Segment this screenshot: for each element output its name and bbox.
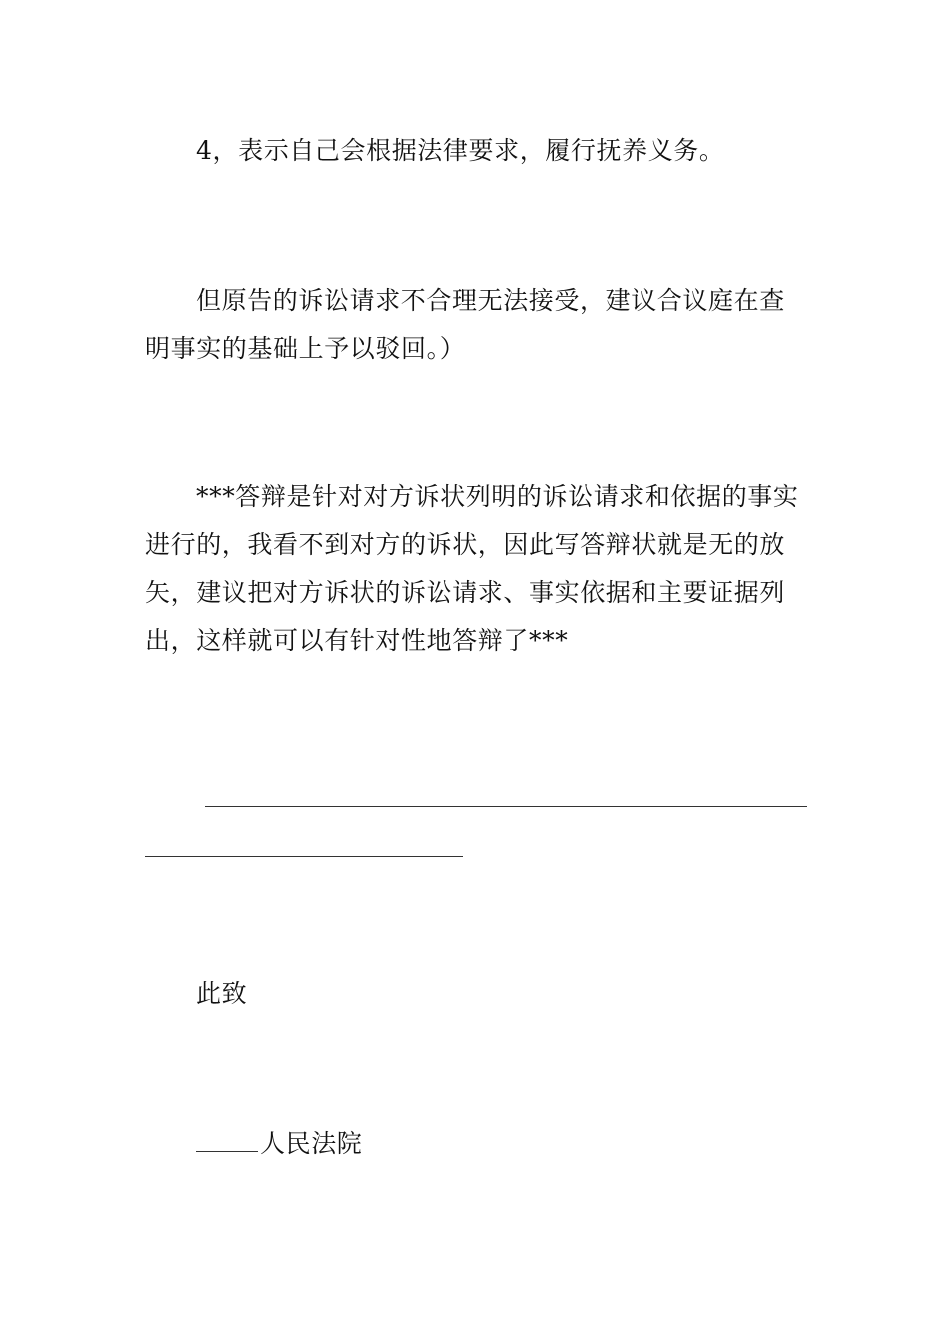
court-suffix: 人民法院	[260, 1129, 363, 1158]
court-name-blank	[196, 1121, 258, 1152]
paragraph-obligation: 4，表示自己会根据法律要求，履行抚养义务。	[196, 136, 725, 165]
fill-in-line-continued	[145, 856, 463, 857]
court-addressee	[196, 1120, 362, 1168]
fill-in-line	[205, 806, 807, 807]
salutation: 此致	[196, 979, 248, 1008]
paragraph-rejection-request: 但原告的诉讼请求不合理无法接受，建议合议庭在查明事实的基础上予以驳回。）	[145, 286, 785, 363]
paragraph-editor-note: ***答辩是针对对方诉状列明的诉讼请求和依据的事实进行的，我看不到对方的诉状，因此写答辩状就是无的放矢，建议把对方诉状的诉讼请求、事实依据和主要证据列出，这样就可以有针对性地答辩了***	[145, 482, 799, 655]
